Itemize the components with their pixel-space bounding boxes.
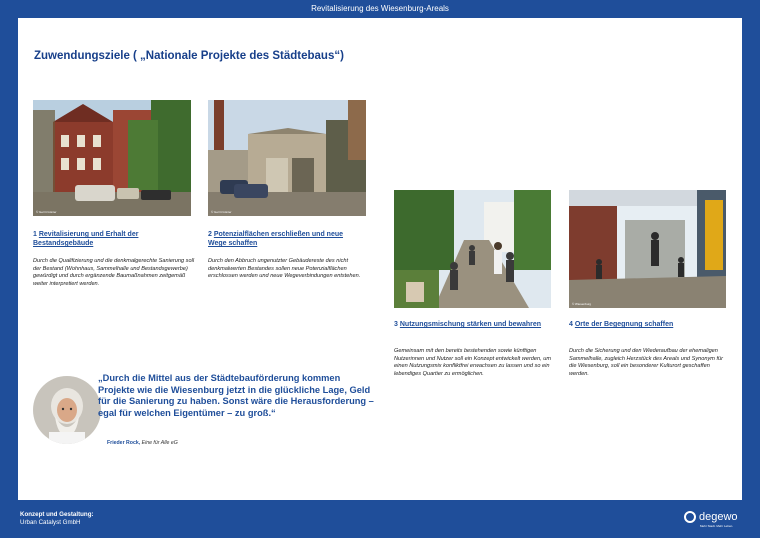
section-heading: Zuwendungsziele ( „Nationale Projekte des Städtebaus“) [34, 50, 344, 62]
photo-street-life [394, 190, 551, 308]
logo-mark-icon [684, 511, 696, 523]
quote-author: Frieder Rock, Eine für Alle eG [107, 440, 178, 446]
avatar [33, 376, 101, 444]
item-title-2: 2 Potenzialflächen erschließen und neue Wege schaffen [208, 231, 344, 247]
photo-credit: © Gerrit Günter [36, 210, 57, 214]
quote-text: „Durch die Mittel aus der Städtebauförderung kommen Projekte wie die Wiesenburg jetzt in die glückliche Lage, Geld für die Sanierung zu haben. Sonst wäre die Herausforderung – egal für welchen Eigentümer – zu groß.“ [98, 373, 374, 418]
footer-value: Urban Catalyst GmbH [20, 519, 81, 526]
item-title-1: 1 Revitalisierung und Erhalt der Bestandsgebäude [33, 231, 139, 247]
item-text-4: Durch die Sicherung und den Wiederaufbau der ehemaligen Sammelhalle, zugleich Herzstück des Areals und Synonym für die Wiesenburg, soll ein besonderer Kulturort geschaffen werden. [569, 348, 723, 377]
photo-credit: © Gerrit Günter [211, 210, 232, 214]
item-text-3: Gemeinsam mit den bereits bestehenden sowie künftigen Nutzerinnen und Nutzer soll ein Konzept entwickelt werden, um einen Nutzungsmix konfliktfrei erwachsen zu lassen und so ein lebendiges Quartier zu ermöglichen. [394, 348, 552, 377]
footer-label: Konzept und Gestaltung: [20, 511, 94, 518]
photo-building [33, 100, 191, 216]
photo-credit: © Wiesenburg [572, 302, 592, 306]
item-title-4: 4 Orte der Begegnung schaffen [569, 321, 674, 328]
item-text-1: Durch die Qualifizierung und die denkmalgerechte Sanierung soll der Bestand (Wohnhaus, Sammelhalle und Bestandsgewerbe) gewürdigt und durch ergänzende Baumaßnahmen zeitgemäß weiter interpretiert werden. [33, 258, 195, 287]
content-panel [18, 18, 742, 500]
degewo-logo: degewo Mehr Stadt. Mehr Leben. [684, 509, 744, 533]
item-text-2: Durch den Abbruch ungenutzter Gebäudereste des nicht denkmalwerten Bestandes sollen neue Potenzialflächen erschlossen werden und neue Wegeverbindungen entstehen. [208, 258, 361, 280]
photo-gathering [569, 190, 726, 308]
item-title-3: 3 Nutzungsmischung stärken und bewahren [394, 321, 542, 328]
photo-courtyard [208, 100, 366, 216]
page-header-title: Revitalisierung des Wiesenburg-Areals [311, 4, 449, 13]
